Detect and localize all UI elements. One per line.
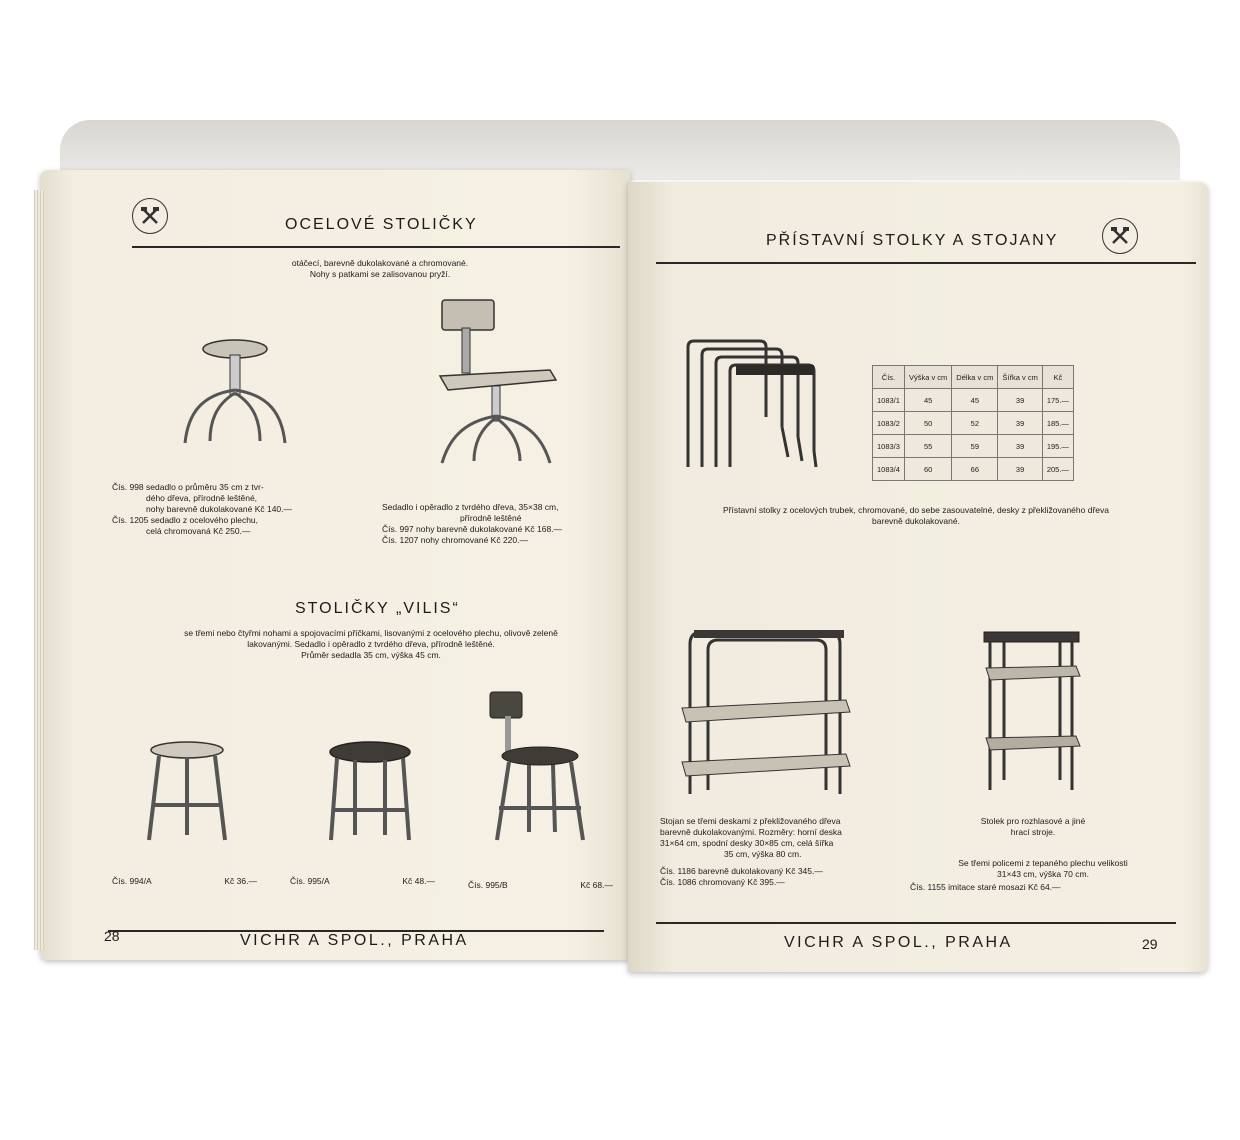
page-number: 28 bbox=[104, 928, 120, 944]
price-995b: Čís. 995/B Kč 68.— bbox=[468, 880, 613, 890]
page-number: 29 bbox=[1142, 936, 1158, 952]
footer-rule bbox=[656, 922, 1176, 924]
table-row: 1083/4 60 66 39 205.— bbox=[873, 458, 1074, 481]
chair-995b-image bbox=[485, 690, 595, 845]
company-logo-icon bbox=[1102, 218, 1138, 254]
radio-stand-shelf-text: Se třemi policemi z tepaného plechu velikosti 31×43 cm, výška 70 cm. bbox=[958, 858, 1128, 879]
nesting-tables-image bbox=[680, 327, 830, 472]
swivel-chair-image bbox=[430, 298, 570, 468]
radio-stand-image bbox=[976, 630, 1086, 795]
radio-stand-description: Stolek pro rozhlasové a jiné hrací stroje. bbox=[980, 816, 1086, 837]
right-page bbox=[628, 182, 1208, 972]
table-row: 1083/2 50 52 39 185.— bbox=[873, 412, 1074, 435]
price-995a: Čís. 995/A Kč 48.— bbox=[290, 876, 435, 886]
intro-text: otáčecí, barevně dukolakované a chromované. Nohy s patkami se zalisovanou pryží. bbox=[291, 258, 469, 279]
page-title: OCELOVÉ STOLIČKY bbox=[285, 216, 478, 233]
stool-994a-image bbox=[145, 740, 230, 845]
swivel-stool-image bbox=[180, 335, 290, 450]
table-header-row: Čís. Výška v cm Délka v cm Šířka v cm Kč bbox=[873, 366, 1074, 389]
vilis-description: se třemi nebo čtyřmi nohami a spojovacími příčkami, lisovanými z ocelového plechu, olivově zeleně lakovanými. Sedadlo i opěradlo z tvrdého dřeva, přírodně leštěné. Průměr sedadla 35 cm, výška 45 cm. bbox=[184, 628, 558, 660]
chair-997-description: Sedadlo i opěradlo z tvrdého dřeva, 35×38 cm, přírodně leštěné Čís. 997 nohy barevně dukolakované Kč 168.— Čís. 1207 nohy chromované Kč 220.— bbox=[382, 502, 563, 545]
stool-998-description: Čís. 998 sedadlo o průměru 35 cm z tvr- dého dřeva, přírodně leštěné, nohy barevně dukolakované Kč 140.— Čís. 1205 sedadlo z ocelového plechu, celá chromovaná Kč 250.— bbox=[112, 482, 293, 536]
vilis-title: STOLIČKY „VILIS“ bbox=[295, 600, 460, 617]
footer-text: VICHR A SPOL., PRAHA bbox=[784, 934, 1013, 951]
header-rule bbox=[656, 262, 1196, 264]
nesting-tables-spec-table bbox=[872, 365, 1074, 481]
header-rule bbox=[132, 246, 620, 248]
page-edges bbox=[34, 190, 44, 950]
left-page bbox=[40, 170, 630, 960]
table-row: 1083/1 45 45 39 175.— bbox=[873, 389, 1074, 412]
company-logo-icon bbox=[132, 198, 168, 234]
footer-text: VICHR A SPOL., PRAHA bbox=[240, 932, 469, 949]
stool-995a-image bbox=[325, 740, 415, 845]
open-catalog bbox=[40, 170, 1210, 970]
table-row: 1083/3 55 59 39 195.— bbox=[873, 435, 1074, 458]
radio-stand-price: Čís. 1155 imitace staré mosazi Kč 64.— bbox=[910, 882, 1061, 892]
page-title: PŘÍSTAVNÍ STOLKY A STOJANY bbox=[766, 232, 1059, 249]
nesting-tables-description: Přístavní stolky z ocelových trubek, chromované, do sebe zasouvatelné, desky z překližovaného dřeva barevně dukolakované. bbox=[722, 505, 1109, 526]
three-shelf-stand-image bbox=[678, 622, 858, 802]
price-994a: Čís. 994/A Kč 36.— bbox=[112, 876, 257, 886]
stand-1186-description: Stojan se třemi deskami z překližovaného dřeva barevně dukolakovanými. Rozměry: horní deska 31×64 cm, spodní desky 30×85 cm, celá šířka 35 cm, výška 80 cm. Čís. 1186 barevně dukolakovaný Kč 345.— Čís. 1086 chromovaný Kč 395.— bbox=[660, 816, 842, 887]
